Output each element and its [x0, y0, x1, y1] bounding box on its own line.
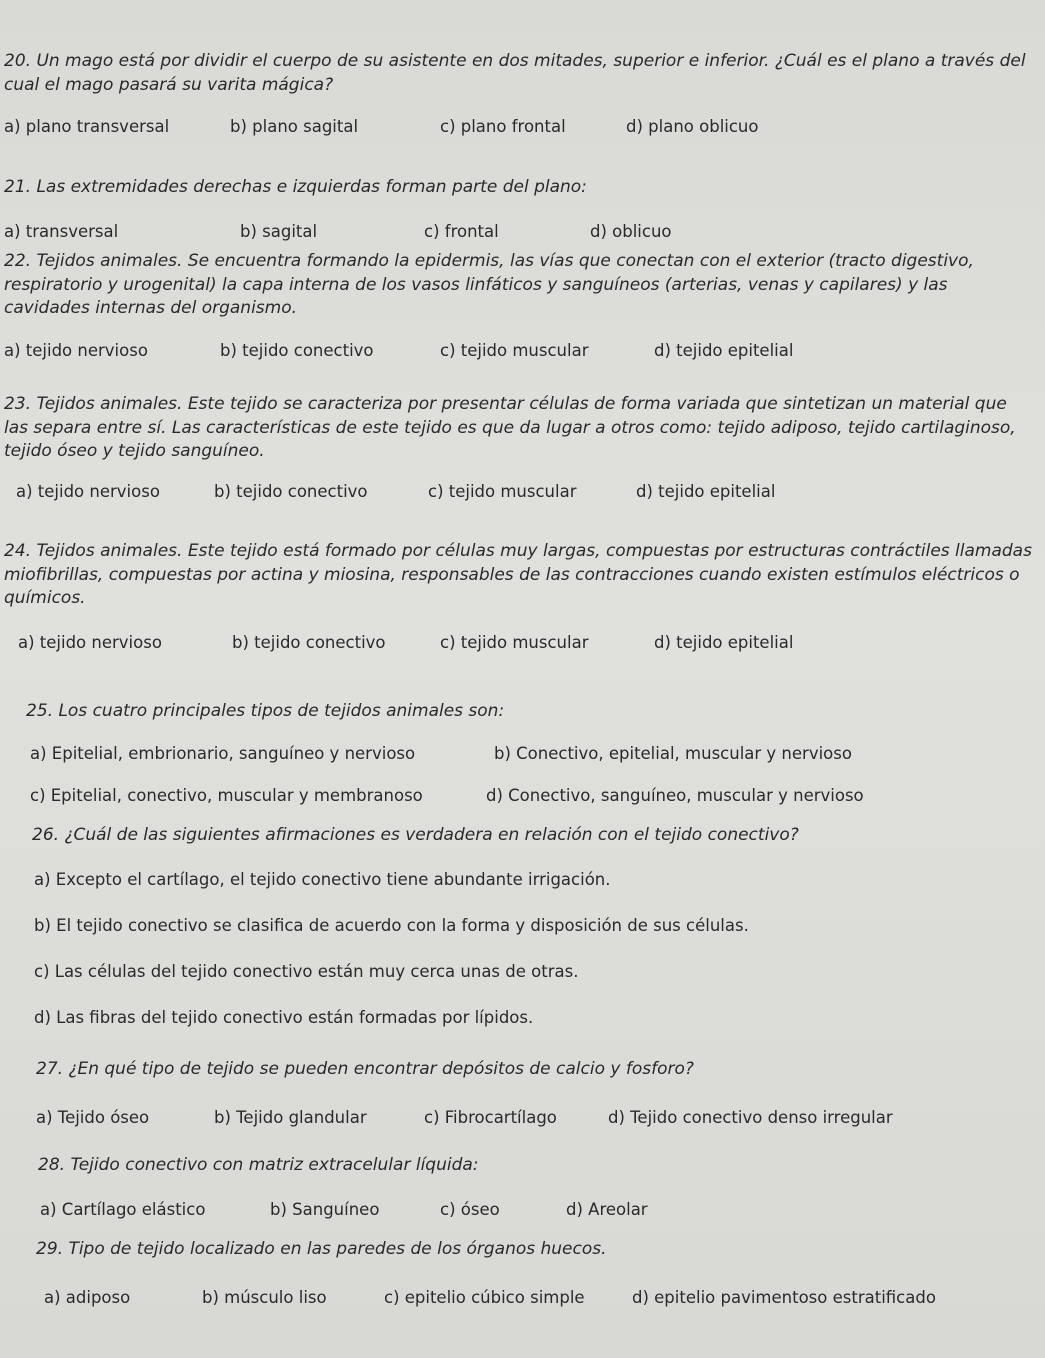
option-c[interactable]: c) Fibrocartílago — [424, 1107, 557, 1127]
option-a[interactable]: a) tejido nervioso — [18, 632, 162, 652]
option-d[interactable]: d) Conectivo, sanguíneo, muscular y nervioso — [486, 785, 864, 805]
question-27-options — [4, 1108, 1034, 1134]
question-25-options-row-2 — [4, 786, 1034, 812]
option-d[interactable]: d) Areolar — [566, 1199, 648, 1219]
option-c[interactable]: c) Epitelial, conectivo, muscular y membranoso — [30, 785, 423, 805]
question-24 — [4, 540, 1034, 659]
option-b[interactable]: b) tejido conectivo — [214, 481, 368, 501]
question-29 — [4, 1238, 1034, 1314]
option-b[interactable]: b) tejido conectivo — [220, 340, 374, 360]
question-20-stem: 20. Un mago está por dividir el cuerpo de su asistente en dos mitades, superior e inferior. ¿Cuál es el plano a través del cual el mago pasará su varita mágica? — [4, 51, 1026, 95]
question-29-stem: 29. Tipo de tejido localizado en las paredes de los órganos huecos. — [36, 1239, 607, 1259]
option-b[interactable]: b) El tejido conectivo se clasifica de acuerdo con la forma y disposición de sus células. — [34, 915, 749, 935]
option-b[interactable]: b) Sanguíneo — [270, 1199, 380, 1219]
question-22-options — [4, 341, 1034, 367]
option-c[interactable]: c) frontal — [424, 221, 499, 241]
question-24-stem: 24. Tejidos animales. Este tejido está formado por células muy largas, compuestas por estructuras contráctiles llamadas miofibrillas, compuestas por actina y miosina, responsables de las contracciones cuando existen estímulos eléctricos o químicos. — [4, 541, 1032, 608]
question-28 — [4, 1154, 1034, 1226]
question-25-stem: 25. Los cuatro principales tipos de tejidos animales son: — [26, 701, 505, 721]
question-23-options — [4, 482, 1034, 508]
question-20-options — [4, 117, 1034, 143]
question-23 — [4, 393, 1034, 508]
option-d[interactable]: d) Las fibras del tejido conectivo están formadas por lípidos. — [34, 1007, 534, 1027]
question-25 — [4, 700, 1034, 812]
option-b[interactable]: b) sagital — [240, 221, 318, 241]
question-24-options — [4, 633, 1034, 659]
option-c[interactable]: c) plano frontal — [440, 117, 566, 136]
question-21-stem: 21. Las extremidades derechas e izquierdas forman parte del plano: — [4, 177, 587, 197]
question-25-options-row-1 — [4, 744, 1034, 770]
question-26-stem: 26. ¿Cuál de las siguientes afirmaciones es verdadera en relación con el tejido conectivo? — [32, 825, 799, 845]
option-b[interactable]: b) tejido conectivo — [232, 632, 386, 652]
option-a[interactable]: a) transversal — [4, 221, 119, 241]
option-c[interactable]: c) epitelio cúbico simple — [384, 1287, 585, 1307]
option-b[interactable]: b) Conectivo, epitelial, muscular y nervioso — [494, 743, 852, 763]
question-26-option-row-d — [4, 1008, 1034, 1034]
option-a[interactable]: a) Cartílago elástico — [40, 1199, 206, 1219]
option-a[interactable]: a) plano transversal — [4, 117, 170, 136]
question-27-stem: 27. ¿En qué tipo de tejido se pueden encontrar depósitos de calcio y fosforo? — [36, 1059, 694, 1079]
option-b[interactable]: b) plano sagital — [230, 117, 359, 136]
question-20 — [4, 50, 1034, 143]
question-29-options — [4, 1288, 1034, 1314]
option-b[interactable]: b) músculo liso — [202, 1287, 327, 1307]
option-a[interactable]: a) tejido nervioso — [4, 340, 148, 360]
option-d[interactable]: d) tejido epitelial — [636, 481, 776, 501]
question-26 — [4, 824, 1034, 1034]
question-21 — [4, 176, 1034, 248]
question-26-option-row-c — [4, 962, 1034, 988]
question-28-stem: 28. Tejido conectivo con matriz extracelular líquida: — [38, 1155, 479, 1175]
option-c[interactable]: c) tejido muscular — [440, 340, 589, 360]
option-a[interactable]: a) adiposo — [44, 1287, 131, 1307]
option-d[interactable]: d) Tejido conectivo denso irregular — [608, 1107, 893, 1127]
option-c[interactable]: c) tejido muscular — [440, 632, 589, 652]
option-a[interactable]: a) Excepto el cartílago, el tejido conectivo tiene abundante irrigación. — [34, 869, 611, 889]
option-d[interactable]: d) plano oblicuo — [626, 117, 759, 136]
option-a[interactable]: a) Epitelial, embrionario, sanguíneo y nervioso — [30, 743, 416, 763]
option-d[interactable]: d) tejido epitelial — [654, 340, 794, 360]
option-c[interactable]: c) tejido muscular — [428, 481, 577, 501]
option-a[interactable]: a) tejido nervioso — [16, 481, 160, 501]
question-27 — [4, 1058, 1034, 1134]
option-a[interactable]: a) Tejido óseo — [36, 1107, 150, 1127]
option-d[interactable]: d) tejido epitelial — [654, 632, 794, 652]
option-d[interactable]: d) epitelio pavimentoso estratificado — [632, 1287, 936, 1307]
question-26-option-row-b — [4, 916, 1034, 942]
option-c[interactable]: c) Las células del tejido conectivo están muy cerca unas de otras. — [34, 961, 579, 981]
question-22 — [4, 250, 1034, 367]
question-21-options — [4, 222, 1034, 248]
question-28-options — [4, 1200, 1034, 1226]
question-22-stem: 22. Tejidos animales. Se encuentra formando la epidermis, las vías que conectan con el exterior (tracto digestivo, respiratorio y urogenital) la capa interna de los vasos linfáticos y sanguíneos (arterias, venas y capilares) y las cavidades internas del organismo. — [4, 251, 974, 318]
option-b[interactable]: b) Tejido glandular — [214, 1107, 367, 1127]
option-c[interactable]: c) óseo — [440, 1199, 500, 1219]
question-26-option-row-a — [4, 870, 1034, 896]
question-23-stem: 23. Tejidos animales. Este tejido se caracteriza por presentar células de forma variada que sintetizan un material que las separa entre sí. Las características de este tejido es que da lugar a otros como: tejido adiposo, tejido cartilaginoso, tejido óseo y tejido sanguíneo. — [4, 394, 1016, 461]
option-d[interactable]: d) oblicuo — [590, 221, 672, 241]
